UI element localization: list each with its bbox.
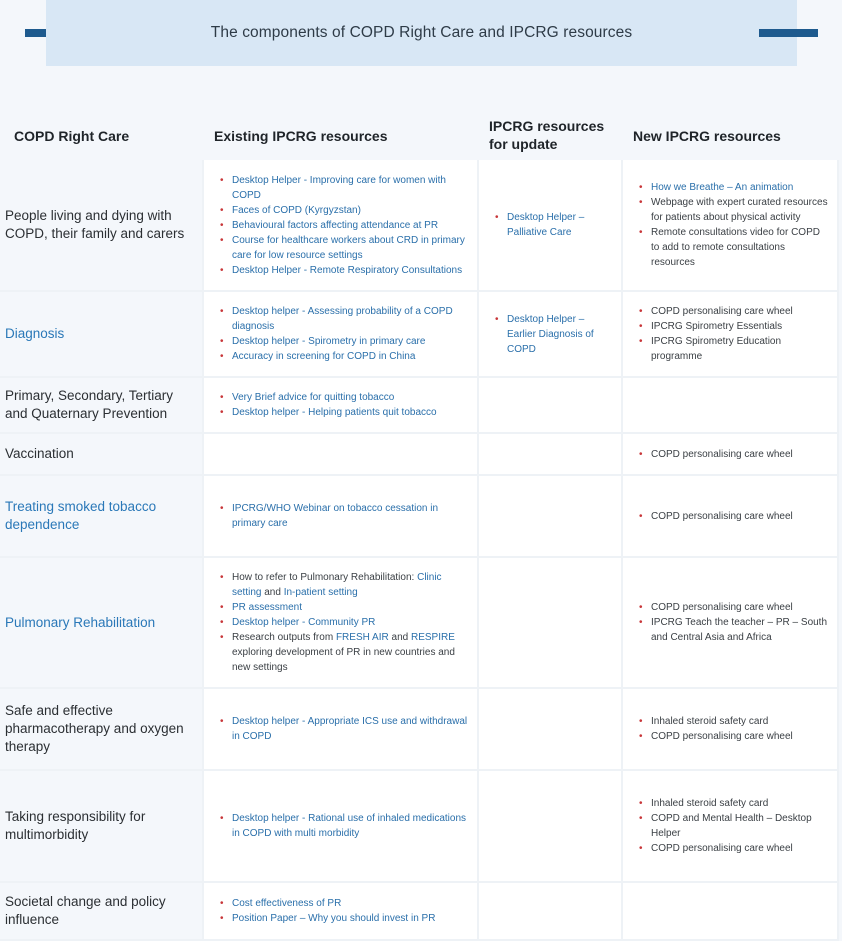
existing-list <box>232 570 469 675</box>
new-list <box>651 304 831 364</box>
new-resources-cell <box>623 558 839 689</box>
page-title: The components of COPD Right Care and IPCRG resources <box>210 24 633 41</box>
decorative-bar-right <box>759 29 818 37</box>
update-resources-cell <box>479 378 623 434</box>
existing-list-item[interactable]: • Position Paper – Why you should invest in PR <box>232 911 435 926</box>
update-resources-cell <box>479 434 623 476</box>
new-list <box>651 600 831 645</box>
new-list-item: • COPD personalising care wheel <box>651 600 831 615</box>
existing-resources-cell <box>204 434 479 476</box>
row-label-cell <box>0 689 204 771</box>
row-label: Safe and effective pharmacotherapy and oxygen therapy <box>5 703 184 754</box>
new-list-item: • IPCRG Spirometry Essentials <box>651 319 831 334</box>
new-list-item: • COPD and Mental Health – Desktop Helper <box>651 811 831 841</box>
refer-text: How to refer to Pulmonary Rehabilitation: <box>232 572 418 583</box>
existing-list-item[interactable]: • Desktop helper - Rational use of inhaled medications in COPD with multi morbidity <box>232 811 469 841</box>
new-list-item: • COPD personalising care wheel <box>651 841 831 856</box>
column-header-new: New IPCRG resources <box>633 128 781 144</box>
community-pr-link[interactable]: Desktop helper - Community PR <box>232 617 376 628</box>
row-label[interactable]: Diagnosis <box>5 326 65 341</box>
existing-list <box>232 390 437 420</box>
clinic-setting-link[interactable]: Clinic setting <box>232 572 442 598</box>
row-label: Primary, Secondary, Tertiary and Quaternary Prevention <box>5 388 174 421</box>
row-label-cell <box>0 476 204 558</box>
row-label[interactable]: Pulmonary Rehabilitation <box>5 614 156 630</box>
new-list-item: • COPD personalising care wheel <box>651 509 793 524</box>
existing-list-item[interactable]: • Very Brief advice for quitting tobacco <box>232 390 437 405</box>
new-resources-cell <box>623 883 839 941</box>
update-resources-cell <box>479 689 623 771</box>
and-text: and <box>261 587 284 598</box>
research-suffix-text: exploring development of PR in new countries and new settings <box>232 647 455 673</box>
new-list <box>651 447 793 462</box>
existing-resources-cell <box>204 476 479 558</box>
existing-list-item[interactable]: • Desktop helper - Spirometry in primary care <box>232 334 469 349</box>
update-resources-cell <box>479 771 623 883</box>
new-list-item: • Inhaled steroid safety card <box>651 796 831 811</box>
new-resources-cell <box>623 689 839 771</box>
new-list-item: • Webpage with expert curated resources for patients about physical activity <box>651 195 831 225</box>
column-header-existing: Existing IPCRG resources <box>214 128 388 144</box>
existing-list-item[interactable]: • Cost effectiveness of PR <box>232 896 435 911</box>
existing-resources-cell <box>204 558 479 689</box>
new-list-item: • COPD personalising care wheel <box>651 304 831 319</box>
new-list-item: • COPD personalising care wheel <box>651 447 793 462</box>
existing-list-item <box>232 570 469 600</box>
existing-list <box>232 501 469 531</box>
row-label: Vaccination <box>5 446 74 461</box>
update-list <box>507 312 613 357</box>
new-list-item: • IPCRG Teach the teacher – PR – South and Central Asia and Africa <box>651 615 831 645</box>
row-label-cell <box>0 292 204 378</box>
new-list-item[interactable]: • How we Breathe – An animation <box>651 180 831 195</box>
pr-assessment-link[interactable]: PR assessment <box>232 602 303 613</box>
existing-resources-cell <box>204 160 479 292</box>
new-resources-cell <box>623 160 839 292</box>
new-list-item: • Inhaled steroid safety card <box>651 714 793 729</box>
existing-list <box>232 304 469 364</box>
title-banner <box>46 0 797 66</box>
existing-list-item[interactable] <box>232 615 469 630</box>
column-header-update: IPCRG resources for update <box>489 118 605 152</box>
update-resources-cell <box>479 883 623 941</box>
new-resources-cell <box>623 434 839 476</box>
new-list <box>651 796 831 856</box>
existing-resources-cell <box>204 689 479 771</box>
existing-list <box>232 714 469 744</box>
new-list <box>651 509 793 524</box>
table-row <box>0 160 842 292</box>
update-list <box>507 210 613 240</box>
existing-list <box>232 811 469 841</box>
row-label: Societal change and policy influence <box>5 894 166 927</box>
table-row <box>0 378 842 434</box>
row-label[interactable]: Treating smoked tobacco dependence <box>5 499 157 532</box>
existing-list-item[interactable]: • Behavioural factors affecting attendance at PR <box>232 218 469 233</box>
new-resources-cell <box>623 378 839 434</box>
table-row <box>0 434 842 476</box>
update-list-item[interactable]: • Desktop Helper – Palliative Care <box>507 210 613 240</box>
new-list-item: • Remote consultations video for COPD to add to remote consultations resources <box>651 225 831 270</box>
new-list-item: • COPD personalising care wheel <box>651 729 793 744</box>
existing-list-item <box>232 630 469 675</box>
existing-list-item[interactable]: • Desktop Helper - Improving care for women with COPD <box>232 173 469 203</box>
update-list-item[interactable]: • Desktop Helper – Earlier Diagnosis of COPD <box>507 312 613 357</box>
update-resources-cell <box>479 160 623 292</box>
existing-list <box>232 173 469 278</box>
existing-resources-cell <box>204 292 479 378</box>
existing-resources-cell <box>204 883 479 941</box>
table-row <box>0 476 842 558</box>
row-label: People living and dying with COPD, their family and carers <box>5 208 185 241</box>
update-resources-cell <box>479 292 623 378</box>
new-list <box>651 714 793 744</box>
respire-link[interactable]: RESPIRE <box>410 632 455 643</box>
new-resources-cell <box>623 292 839 378</box>
existing-list-item[interactable]: • Desktop helper - Appropriate ICS use and withdrawal in COPD <box>232 714 469 744</box>
update-resources-cell <box>479 476 623 558</box>
research-text: Research outputs from <box>232 632 336 643</box>
existing-list-item[interactable]: • Faces of COPD (Kyrgyzstan) <box>232 203 469 218</box>
table-row <box>0 292 842 378</box>
new-resources-cell <box>623 476 839 558</box>
new-list <box>651 180 831 270</box>
and-text: and <box>388 632 411 643</box>
existing-list-item[interactable]: • Desktop helper - Assessing probability of a COPD diagnosis <box>232 304 469 334</box>
existing-list-item[interactable]: • Desktop helper - Helping patients quit tobacco <box>232 405 437 420</box>
table-row <box>0 771 842 883</box>
row-label-cell <box>0 378 204 434</box>
row-label-cell <box>0 883 204 941</box>
row-label-cell <box>0 558 204 689</box>
inpatient-setting-link[interactable]: In-patient setting <box>283 587 358 598</box>
existing-list-item[interactable]: • Desktop Helper - Remote Respiratory Consultations <box>232 263 469 278</box>
row-label-cell <box>0 771 204 883</box>
row-label: Taking responsibility for multimorbidity <box>5 809 146 842</box>
existing-list-item[interactable]: • Course for healthcare workers about CRD in primary care for low resource settings <box>232 233 469 263</box>
update-resources-cell <box>479 558 623 689</box>
fresh-air-link[interactable]: FRESH AIR <box>335 632 389 643</box>
table-row <box>0 558 842 689</box>
table-row <box>0 689 842 771</box>
existing-list <box>232 896 435 926</box>
new-list-item: • IPCRG Spirometry Education programme <box>651 334 831 364</box>
column-header-copd-right-care: COPD Right Care <box>14 128 130 144</box>
existing-list-item[interactable] <box>232 600 469 615</box>
existing-resources-cell <box>204 771 479 883</box>
table-row <box>0 883 842 941</box>
existing-resources-cell <box>204 378 479 434</box>
existing-list-item[interactable]: • Accuracy in screening for COPD in China <box>232 349 469 364</box>
row-label-cell <box>0 160 204 292</box>
existing-list-item[interactable]: • IPCRG/WHO Webinar on tobacco cessation in primary care <box>232 501 469 531</box>
new-resources-cell <box>623 771 839 883</box>
row-label-cell <box>0 434 204 476</box>
